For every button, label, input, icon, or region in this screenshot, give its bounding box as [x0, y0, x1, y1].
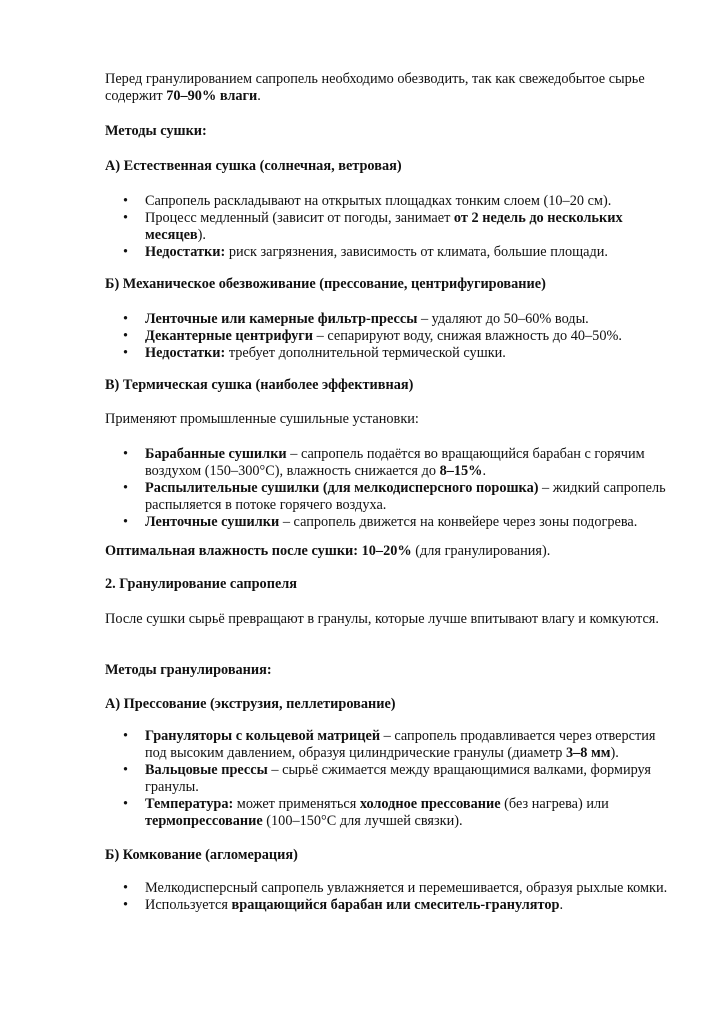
methods-granulation-heading: Методы гранулирования: [105, 662, 272, 678]
bullet-icon: • [123, 897, 129, 913]
intro-text: Перед гранулированием сапропель необходимо обезводить, так как свежедобытое сырье содержит [105, 71, 645, 104]
list-item: • Вальцовые прессы – сырьё сжимается между вращающимися валками, формируя гранулы. [123, 762, 651, 795]
section-2a-list [105, 728, 675, 830]
list-item: • Сапропель раскладывают на открытых площадках тонким слоем (10–20 см). [123, 193, 612, 209]
bullet-icon: • [123, 244, 129, 260]
intro-bold: 70–90% влаги [166, 88, 258, 104]
section-a-heading: А) Естественная сушка (солнечная, ветровая) [105, 158, 402, 174]
list-item: • Ленточные или камерные фильтр-прессы – удаляют до 50–60% воды. [123, 311, 589, 327]
intro-paragraph [105, 71, 675, 105]
section-b-list [105, 311, 675, 362]
section-a-list [105, 193, 675, 261]
section-2b-heading: Б) Комкование (агломерация) [105, 847, 298, 863]
section-2a-heading: А) Прессование (экструзия, пеллетирование) [105, 696, 396, 712]
methods-drying-heading: Методы сушки: [105, 123, 207, 139]
list-item: • Процесс медленный (зависит от погоды, занимает от 2 недель до нескольких месяцев). [123, 210, 623, 243]
section-c-heading: В) Термическая сушка (наиболее эффективная) [105, 377, 414, 393]
bullet-icon: • [123, 762, 129, 778]
optimal-moisture: Оптимальная влажность после сушки: 10–20% (для гранулирования). [105, 543, 551, 559]
bullet-icon: • [123, 446, 129, 462]
section-2b-list [105, 880, 675, 914]
section-c-intro: Применяют промышленные сушильные установки: [105, 411, 419, 427]
list-item: • Используется вращающийся барабан или смеситель-гранулятор. [123, 897, 564, 913]
bullet-icon: • [123, 796, 129, 812]
list-item: • Ленточные сушилки – сапропель движется на конвейере через зоны подогрева. [123, 514, 638, 530]
list-item: • Мелкодисперсный сапропель увлажняется и перемешивается, образуя рыхлые комки. [123, 880, 668, 896]
list-item: • Недостатки: требует дополнительной термической сушки. [123, 345, 506, 361]
section-c-list [105, 446, 675, 531]
section-2-heading: 2. Гранулирование сапропеля [105, 576, 298, 592]
list-item: • Грануляторы с кольцевой матрицей – сапропель продавливается через отверстия под высоким давлением, образуя цилиндрические гранулы (диаметр 3–8 мм). [123, 728, 656, 761]
bullet-icon: • [123, 210, 129, 226]
list-item: • Барабанные сушилки – сапропель подаётся во вращающийся барабан с горячим воздухом (150–300°C), влажность снижается до 8–15%. [123, 446, 645, 479]
section-b-heading: Б) Механическое обезвоживание (прессование, центрифугирование) [105, 276, 546, 292]
list-item: • Декантерные центрифуги – сепарируют воду, снижая влажность до 40–50%. [123, 328, 622, 344]
bullet-icon: • [123, 880, 129, 896]
bullet-icon: • [123, 193, 129, 209]
bullet-icon: • [123, 311, 129, 327]
bullet-icon: • [123, 328, 129, 344]
section-2-intro: После сушки сырьё превращают в гранулы, которые лучше впитывают влагу и комкуются. [105, 611, 659, 627]
list-item: • Распылительные сушилки (для мелкодисперсного порошка) – жидкий сапропель распыляется в потоке горячего воздуха. [123, 480, 666, 513]
list-item: • Температура: может применяться холодное прессование (без нагрева) или термопрессование (100–150°C для лучшей связки). [123, 796, 609, 829]
bullet-icon: • [123, 480, 129, 496]
bullet-icon: • [123, 728, 129, 744]
bullet-icon: • [123, 345, 129, 361]
intro-text-end: . [257, 88, 261, 104]
list-item: • Недостатки: риск загрязнения, зависимость от климата, большие площади. [123, 244, 608, 260]
bullet-icon: • [123, 514, 129, 530]
